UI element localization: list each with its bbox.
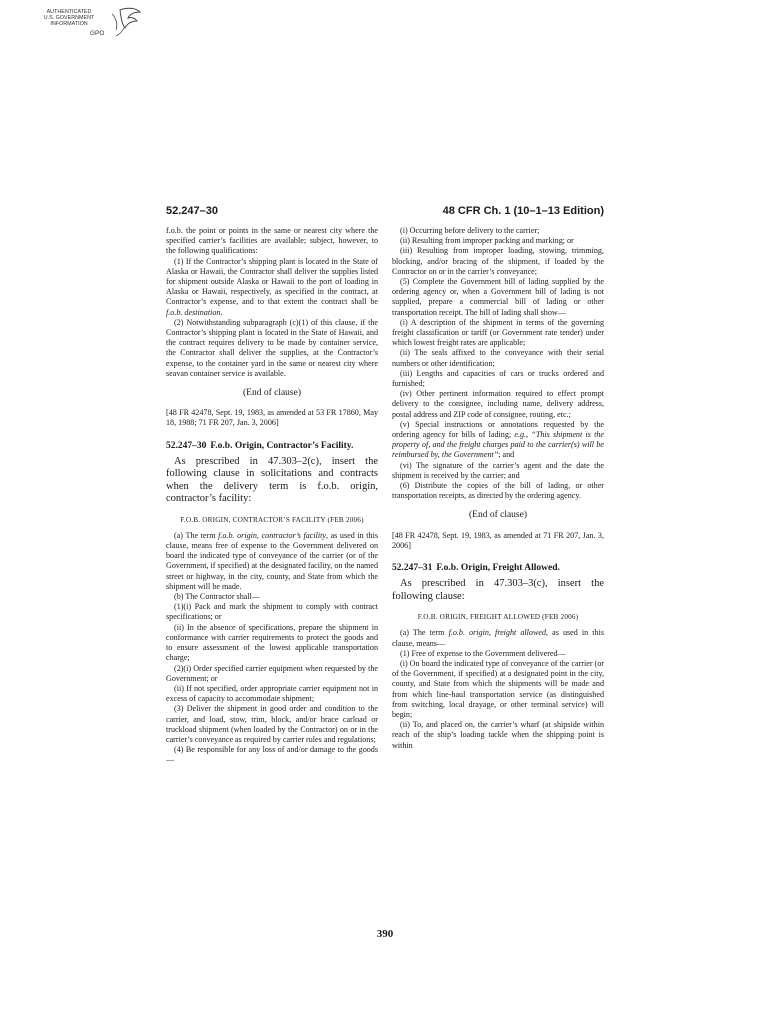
paragraph: (i) Occurring before delivery to the carrier; (400, 226, 540, 235)
paragraph: (iii) Resulting from improper loading, stowing, trimming, blocking, and/or bracing of the shipment, if loaded by the Contractor on or in the carrier’s conveyance; (392, 246, 604, 276)
page-number: 390 (376, 928, 394, 940)
italic-text: “This shipment is the property of, and the freight charges paid to the carrier(s) will be reimbursed by, the Government” (392, 430, 604, 460)
clause-title: F.O.B. ORIGIN, FREIGHT ALLOWED (FEB 2006) (417, 613, 579, 622)
paragraph: (i) A description of the shipment in terms of the governing freight classification or tariff (or Government rate tender) under which lowest freight rates are applicable; (392, 317, 604, 348)
section-number: 52.247–30 (166, 440, 207, 451)
seal-line-1: AUTHENTICATED (46, 9, 92, 15)
left-column (166, 226, 378, 766)
text: , as used in this clause, means— (392, 628, 604, 648)
text: (1) If the Contractor’s shipping plant is located in the State of Alaska or Hawaii, the Contractor shall deliver the supplies listed for shipment outside Alaska or Hawaii to the port of loading in Alaska or Hawaii, respectively, as specified in the contract, at Contractor’s expense, and to that extent the contract shall be (166, 256, 378, 307)
italic-text: f.o.b. destination (166, 307, 221, 317)
section-title: F.o.b. Origin, Contractor’s Facility. (210, 440, 354, 451)
running-head-volume: 48 CFR Ch. 1 (10–1–13 Edition) (442, 205, 604, 217)
paragraph (392, 628, 604, 648)
section-title: F.o.b. Origin, Freight Allowed. (436, 563, 560, 574)
citation: [48 FR 42478, Sept. 19, 1983, as amended at 53 FR 17860, May 18, 1988; 71 FR 207, Jan. 3, 2006] (166, 408, 378, 428)
paragraph: (ii) The seals affixed to the conveyance with their serial numbers or other identification; (392, 348, 604, 368)
paragraph: (i) On board the indicated type of conveyance of the carrier (or of the Government, if specified) at a designated point in the city, county, and State from which the shipments will be made and from which line-haul transportation service (as distinguished from switching, local drayage, or other terminal service) will begin; (392, 658, 604, 719)
paragraph: (vi) The signature of the carrier’s agent and the date the shipment is received by the carrier; and (392, 460, 604, 480)
paragraph: (2) Notwithstanding subparagraph (c)(1) of this clause, if the Contractor’s shipping plant is located in the State of Hawaii, and the contract requires delivery to be made by container service, the Contractor shall deliver the supplies, at the Contractor’s expense, to the container yard in the same or nearest city where seavan container service is available. (166, 317, 378, 378)
end-of-clause: (End of clause) (468, 510, 528, 521)
paragraph: (ii) If not specified, order appropriate carrier equipment not in excess of capacity to accommodate shipment; (166, 683, 378, 704)
paragraph: (2)(i) Order specified carrier equipment when requested by the Government; or (166, 663, 378, 683)
paragraph: (1)(i) Pack and mark the shipment to comply with contract specifications; or (166, 602, 378, 622)
gpo-mark: GPO (90, 30, 105, 37)
italic-text: e.g., (514, 430, 529, 440)
paragraph: (1) Free of expense to the Government delivered— (400, 648, 566, 658)
paragraph (392, 420, 604, 461)
paragraph: (b) The Contractor shall— (174, 592, 260, 602)
text: (v) Special instructions or annotations requested by the ordering agency for bills of lading; (392, 419, 604, 440)
paragraph: (4) Be responsible for any loss of and/or damage to the goods— (166, 745, 378, 765)
italic-text: f.o.b. origin, contractor’s facility (218, 530, 326, 540)
paragraph: (ii) Resulting from improper packing and marking; or (400, 236, 574, 246)
paragraph: (3) Deliver the shipment in good order and condition to the carrier, and load, stow, trim, block, and/or brace carload or truckload shipment (when loaded by the Contractor) on or in the carrier’s conveyance as required by carrier rules and regulations; (166, 704, 378, 744)
italic-text: f.o.b. origin, freight allowed (448, 628, 546, 638)
paragraph: (6) Distribute the copies of the bill of lading, or other transportation receipts, as directed by the ordering agency. (392, 481, 604, 501)
right-column (392, 226, 604, 751)
section-heading (166, 441, 378, 452)
prescription: As prescribed in 47.303–3(c), insert the following clause: (392, 578, 604, 602)
seal-line-2: U.S. GOVERNMENT (43, 15, 95, 22)
section-heading (392, 563, 604, 574)
end-of-clause: (End of clause) (242, 388, 302, 399)
prescription: As prescribed in 47.303–2(c), insert the following clause in solicitations and contracts when the delivery term is f.o.b. origin, contractor’s facility: (166, 455, 378, 505)
text: , as used in this clause, means free of expense to the Government delivered on board the indicated type of conveyance of the carrier (or of the Government, if specified) at the designated facility, on the named street or highway, in the city, county, and State from which the shipment will be made. (166, 530, 378, 591)
paragraph: (ii) In the absence of specifications, prepare the shipment in conformance with carrier requirements to protect the goods and to ensure assessment of the lowest applicable transportation charge; (166, 622, 378, 663)
paragraph: (ii) To, and placed on, the carrier’s wharf (at shipside within reach of the ship’s loading tackle when the shipping point is within (392, 720, 604, 750)
paragraph: (iv) Other pertinent information required to effect prompt delivery to the consignee, including name, delivery address, postal address and ZIP code of consignee, routing, etc.; (392, 389, 604, 419)
paragraph (166, 257, 378, 318)
citation: [48 FR 42478, Sept. 19, 1983, as amended at 71 FR 207, Jan. 3, 2006] (392, 530, 604, 550)
text: (a) The term (400, 628, 449, 638)
paragraph: (5) Complete the Government bill of lading supplied by the ordering agency or, when a Government bill of lading is not supplied, prepare a commercial bill of lading or other transportation receipt. The bill of lading shall show— (392, 277, 604, 317)
paragraph: (iii) Lengths and capacities of cars or trucks ordered and furnished; (392, 368, 604, 389)
clause-title: F.O.B. ORIGIN, CONTRACTOR’S FACILITY (FEB 2006) (180, 515, 364, 524)
seal-line-3: INFORMATION (50, 21, 88, 28)
text: . (220, 307, 223, 317)
section-number: 52.247–31 (392, 563, 433, 574)
text: ; and (498, 450, 515, 460)
paragraph: f.o.b. the point or points in the same or nearest city where the specified carrier’s facilities are available; subject, however, to the following qualifications: (166, 226, 378, 256)
text: (a) The term (174, 530, 219, 540)
running-head-section: 52.247–30 (166, 205, 218, 217)
paragraph (166, 531, 378, 592)
